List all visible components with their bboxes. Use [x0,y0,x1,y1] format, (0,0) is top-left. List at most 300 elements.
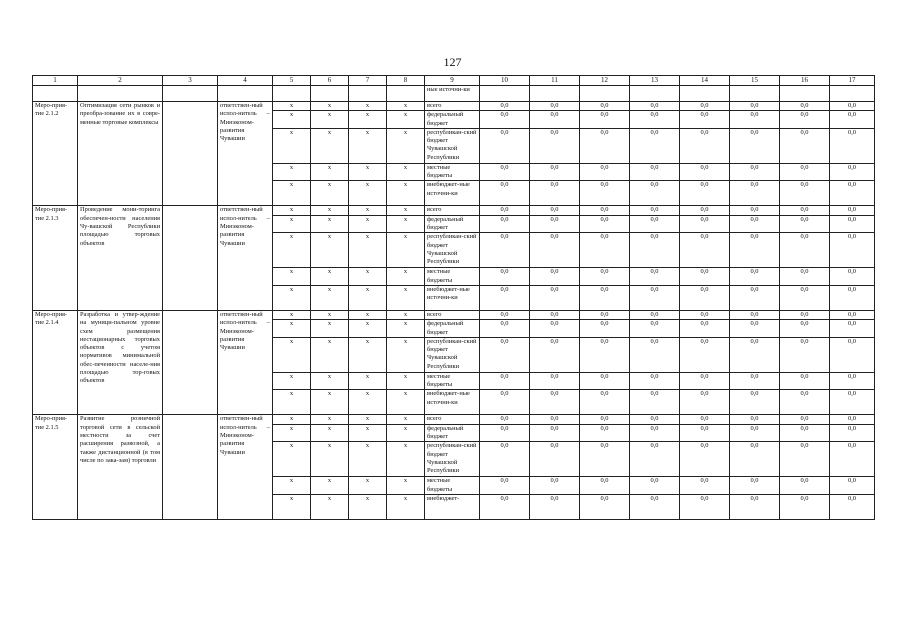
event-title-cell: Проведение мони-торинга обеспечен-ности населения Чу-вашской Республики площадью торговых объектов [78,206,163,310]
table-row [33,102,875,111]
value-cell: 0,0 [630,181,680,206]
value-cell: 0,0 [730,111,780,129]
value-cell: 0,0 [830,442,875,477]
mark-cell: х [273,424,311,442]
value-cell: 0,0 [580,163,630,181]
mark-cell: х [311,233,349,268]
mark-cell: х [387,206,425,215]
value-cell: 0,0 [630,128,680,163]
value-cell: 0,0 [680,477,730,495]
value-cell: 0,0 [630,442,680,477]
empty-cell [530,86,580,102]
value-cell: 0,0 [480,206,530,215]
mark-cell: х [387,102,425,111]
funding-source-cell: внебюджет-ные источни-ки [425,285,480,310]
mark-cell: х [387,233,425,268]
empty-cell [163,415,218,519]
value-cell: 0,0 [630,233,680,268]
value-cell: 0,0 [730,215,780,233]
value-cell: 0,0 [730,285,780,310]
column-number: 14 [680,76,730,86]
mark-cell: х [273,181,311,206]
mark-cell: х [273,442,311,477]
mark-cell: х [349,102,387,111]
value-cell: 0,0 [480,163,530,181]
value-cell: 0,0 [480,181,530,206]
event-title-cell: Развитие розничной торговой сети в сельской местности за счет расширения развозной, а также дистанционной (в том числе по зака-зам) торговли [78,415,163,519]
mark-cell: х [349,215,387,233]
funding-source-cell: всего [425,206,480,215]
mark-cell: х [387,128,425,163]
value-cell: 0,0 [480,337,530,372]
value-cell: 0,0 [830,215,875,233]
value-cell: 0,0 [830,111,875,129]
value-cell: 0,0 [530,181,580,206]
column-number: 5 [273,76,311,86]
value-cell: 0,0 [480,102,530,111]
value-cell: 0,0 [530,285,580,310]
mark-cell: х [387,424,425,442]
table-body [33,76,875,520]
value-cell: 0,0 [830,424,875,442]
column-number: 10 [480,76,530,86]
value-cell: 0,0 [780,310,830,319]
value-cell: 0,0 [680,424,730,442]
value-cell: 0,0 [680,233,730,268]
mark-cell: х [349,337,387,372]
mark-cell: х [273,390,311,415]
event-code-cell: Меро-прия-тие 2.1.2 [33,102,78,206]
value-cell: 0,0 [480,494,530,519]
value-cell: 0,0 [680,337,730,372]
value-cell: 0,0 [830,415,875,424]
mark-cell: х [387,415,425,424]
mark-cell: х [387,268,425,286]
empty-cell [78,86,163,102]
column-number: 11 [530,76,580,86]
value-cell: 0,0 [480,424,530,442]
value-cell: 0,0 [530,494,580,519]
value-cell: 0,0 [530,268,580,286]
mark-cell: х [311,390,349,415]
value-cell: 0,0 [630,390,680,415]
value-cell: 0,0 [480,128,530,163]
value-cell: 0,0 [680,494,730,519]
value-cell: 0,0 [480,111,530,129]
mark-cell: х [387,372,425,390]
funding-source-cell: федеральный бюджет [425,424,480,442]
value-cell: 0,0 [780,477,830,495]
value-cell: 0,0 [730,337,780,372]
value-cell: 0,0 [780,111,830,129]
value-cell: 0,0 [780,494,830,519]
value-cell: 0,0 [780,285,830,310]
value-cell: 0,0 [530,415,580,424]
value-cell: 0,0 [730,494,780,519]
value-cell: 0,0 [580,494,630,519]
value-cell: 0,0 [480,310,530,319]
mark-cell: х [311,477,349,495]
mark-cell: х [273,310,311,319]
mark-cell: х [349,442,387,477]
value-cell: 0,0 [580,181,630,206]
value-cell: 0,0 [830,390,875,415]
funding-source-cell: местные бюджеты [425,477,480,495]
value-cell: 0,0 [580,128,630,163]
value-cell: 0,0 [530,128,580,163]
value-cell: 0,0 [530,320,580,338]
value-cell: 0,0 [730,181,780,206]
funding-source-cell: республикан-ский бюджет Чувашской Республики [425,128,480,163]
value-cell: 0,0 [780,102,830,111]
empty-cell [218,86,273,102]
value-cell: 0,0 [580,477,630,495]
value-cell: 0,0 [680,215,730,233]
funding-source-cell: всего [425,102,480,111]
empty-cell [33,86,78,102]
mark-cell: х [387,285,425,310]
value-cell: 0,0 [580,372,630,390]
page-number: 127 [443,55,462,69]
mark-cell: х [387,390,425,415]
value-cell: 0,0 [680,415,730,424]
mark-cell: х [349,310,387,319]
mark-cell: х [273,477,311,495]
value-cell: 0,0 [830,372,875,390]
empty-cell [349,86,387,102]
mark-cell: х [311,163,349,181]
value-cell: 0,0 [480,268,530,286]
value-cell: 0,0 [530,206,580,215]
mark-cell: х [311,181,349,206]
value-cell: 0,0 [680,128,730,163]
mark-cell: х [387,181,425,206]
mark-cell: х [387,163,425,181]
value-cell: 0,0 [680,372,730,390]
value-cell: 0,0 [530,372,580,390]
mark-cell: х [349,494,387,519]
table-row [33,415,875,424]
value-cell: 0,0 [530,215,580,233]
value-cell: 0,0 [580,415,630,424]
mark-cell: х [311,372,349,390]
funding-source-cell: внебюджет- [425,494,480,519]
value-cell: 0,0 [680,285,730,310]
value-cell: 0,0 [580,285,630,310]
value-cell: 0,0 [530,337,580,372]
value-cell: 0,0 [730,233,780,268]
value-cell: 0,0 [580,268,630,286]
funding-source-cell: федеральный бюджет [425,111,480,129]
value-cell: 0,0 [780,233,830,268]
value-cell: 0,0 [480,215,530,233]
empty-cell [680,86,730,102]
value-cell: 0,0 [680,310,730,319]
empty-cell [480,86,530,102]
value-cell: 0,0 [830,163,875,181]
mark-cell: х [349,181,387,206]
value-cell: 0,0 [630,372,680,390]
executor-cell: ответствен-ный испол-нитель – Минэконом-развития Чувашии [218,206,273,310]
value-cell: 0,0 [830,102,875,111]
column-number: 6 [311,76,349,86]
value-cell: 0,0 [730,102,780,111]
executor-cell: ответствен-ный испол-нитель – Минэконом-развития Чувашии [218,102,273,206]
value-cell: 0,0 [530,111,580,129]
mark-cell: х [311,415,349,424]
value-cell: 0,0 [530,233,580,268]
value-cell: 0,0 [480,477,530,495]
empty-cell [580,86,630,102]
value-cell: 0,0 [680,181,730,206]
column-number: 9 [425,76,480,86]
mark-cell: х [349,372,387,390]
column-number: 15 [730,76,780,86]
value-cell: 0,0 [630,102,680,111]
mark-cell: х [311,285,349,310]
empty-cell [163,102,218,206]
value-cell: 0,0 [830,494,875,519]
value-cell: 0,0 [530,442,580,477]
value-cell: 0,0 [580,102,630,111]
mark-cell: х [349,268,387,286]
value-cell: 0,0 [780,390,830,415]
mark-cell: х [273,494,311,519]
empty-cell [630,86,680,102]
column-number: 8 [387,76,425,86]
value-cell: 0,0 [630,477,680,495]
funding-source-cell: всего [425,310,480,319]
empty-cell [387,86,425,102]
value-cell: 0,0 [680,163,730,181]
mark-cell: х [273,415,311,424]
funding-source-cell: федеральный бюджет [425,215,480,233]
mark-cell: х [273,268,311,286]
mark-cell: х [273,163,311,181]
value-cell: 0,0 [780,337,830,372]
mark-cell: х [387,320,425,338]
value-cell: 0,0 [730,372,780,390]
executor-cell: ответствен-ный испол-нитель – Минэконом-развития Чувашии [218,310,273,414]
value-cell: 0,0 [630,494,680,519]
empty-cell [163,86,218,102]
funding-source-cell: федеральный бюджет [425,320,480,338]
value-cell: 0,0 [630,268,680,286]
mark-cell: х [349,477,387,495]
continuation-row [33,86,875,102]
mark-cell: х [349,320,387,338]
value-cell: 0,0 [780,215,830,233]
column-number: 16 [780,76,830,86]
value-cell: 0,0 [480,320,530,338]
mark-cell: х [349,285,387,310]
empty-cell [830,86,875,102]
value-cell: 0,0 [730,320,780,338]
value-cell: 0,0 [530,163,580,181]
column-number-row [33,76,875,86]
mark-cell: х [349,390,387,415]
mark-cell: х [349,128,387,163]
mark-cell: х [311,215,349,233]
value-cell: 0,0 [530,310,580,319]
value-cell: 0,0 [480,442,530,477]
mark-cell: х [273,320,311,338]
value-cell: 0,0 [630,215,680,233]
mark-cell: х [349,206,387,215]
value-cell: 0,0 [480,390,530,415]
value-cell: 0,0 [630,310,680,319]
value-cell: 0,0 [580,111,630,129]
value-cell: 0,0 [630,285,680,310]
value-cell: 0,0 [630,337,680,372]
value-cell: 0,0 [530,390,580,415]
value-cell: 0,0 [630,163,680,181]
column-number: 7 [349,76,387,86]
value-cell: 0,0 [630,415,680,424]
empty-cell [163,310,218,414]
mark-cell: х [349,233,387,268]
value-cell: 0,0 [780,320,830,338]
mark-cell: х [311,102,349,111]
value-cell: 0,0 [680,102,730,111]
value-cell: 0,0 [530,477,580,495]
mark-cell: х [273,102,311,111]
value-cell: 0,0 [730,128,780,163]
mark-cell: х [273,233,311,268]
value-cell: 0,0 [780,268,830,286]
value-cell: 0,0 [630,424,680,442]
event-code-cell: Меро-прия-тие 2.1.4 [33,310,78,414]
mark-cell: х [349,163,387,181]
value-cell: 0,0 [680,320,730,338]
funding-source-cell: республикан-ский бюджет Чувашской Республики [425,337,480,372]
value-cell: 0,0 [580,390,630,415]
column-number: 4 [218,76,273,86]
funding-source-cell: местные бюджеты [425,268,480,286]
value-cell: 0,0 [830,285,875,310]
empty-cell [273,86,311,102]
mark-cell: х [311,128,349,163]
mark-cell: х [311,337,349,372]
table-row [33,206,875,215]
mark-cell: х [311,494,349,519]
executor-cell: ответствен-ный испол-нитель – Минэконом-развития Чувашии [218,415,273,519]
funding-source-cell: всего [425,415,480,424]
mark-cell: х [387,111,425,129]
value-cell: 0,0 [780,442,830,477]
value-cell: 0,0 [830,233,875,268]
mark-cell: х [311,310,349,319]
value-cell: 0,0 [730,390,780,415]
funding-source-cell: местные бюджеты [425,372,480,390]
mark-cell: х [273,215,311,233]
funding-source-cell: республикан-ский бюджет Чувашской Республики [425,442,480,477]
value-cell: 0,0 [730,163,780,181]
mark-cell: х [311,111,349,129]
value-cell: 0,0 [830,320,875,338]
value-cell: 0,0 [580,442,630,477]
empty-cell [163,206,218,310]
value-cell: 0,0 [830,310,875,319]
funding-source-cell: внебюджет-ные источни-ки [425,181,480,206]
event-code-cell: Меро-прия-тие 2.1.5 [33,415,78,519]
mark-cell: х [387,442,425,477]
value-cell: 0,0 [580,233,630,268]
mark-cell: х [273,285,311,310]
value-cell: 0,0 [680,111,730,129]
mark-cell: х [311,206,349,215]
mark-cell: х [273,372,311,390]
value-cell: 0,0 [780,206,830,215]
mark-cell: х [273,128,311,163]
value-cell: 0,0 [580,310,630,319]
value-cell: 0,0 [780,181,830,206]
value-cell: 0,0 [580,320,630,338]
column-number: 1 [33,76,78,86]
column-number: 2 [78,76,163,86]
column-number: 17 [830,76,875,86]
mark-cell: х [273,337,311,372]
mark-cell: х [349,424,387,442]
value-cell: 0,0 [730,206,780,215]
value-cell: 0,0 [630,111,680,129]
event-title-cell: Оптимизация сети рынков и преобра-зование их в совре-менные торговые комплексы [78,102,163,206]
value-cell: 0,0 [480,233,530,268]
value-cell: 0,0 [680,442,730,477]
funding-source-cell: ные источни-ки [425,86,480,102]
mark-cell: х [273,206,311,215]
value-cell: 0,0 [480,372,530,390]
value-cell: 0,0 [630,320,680,338]
value-cell: 0,0 [480,415,530,424]
mark-cell: х [387,215,425,233]
mark-cell: х [311,424,349,442]
empty-cell [730,86,780,102]
value-cell: 0,0 [730,268,780,286]
value-cell: 0,0 [580,215,630,233]
value-cell: 0,0 [680,268,730,286]
value-cell: 0,0 [730,415,780,424]
value-cell: 0,0 [530,424,580,442]
mark-cell: х [311,320,349,338]
table-row [33,310,875,319]
value-cell: 0,0 [830,337,875,372]
value-cell: 0,0 [680,206,730,215]
value-cell: 0,0 [780,128,830,163]
value-cell: 0,0 [730,310,780,319]
column-number: 3 [163,76,218,86]
mark-cell: х [349,415,387,424]
value-cell: 0,0 [830,181,875,206]
value-cell: 0,0 [780,415,830,424]
budget-table [32,75,875,520]
value-cell: 0,0 [580,337,630,372]
funding-source-cell: республикан-ский бюджет Чувашской Республики [425,233,480,268]
mark-cell: х [273,111,311,129]
mark-cell: х [387,310,425,319]
column-number: 12 [580,76,630,86]
value-cell: 0,0 [780,424,830,442]
value-cell: 0,0 [580,206,630,215]
value-cell: 0,0 [730,477,780,495]
event-code-cell: Меро-прия-тие 2.1.3 [33,206,78,310]
value-cell: 0,0 [780,372,830,390]
value-cell: 0,0 [730,442,780,477]
empty-cell [780,86,830,102]
value-cell: 0,0 [480,285,530,310]
value-cell: 0,0 [830,128,875,163]
value-cell: 0,0 [680,390,730,415]
